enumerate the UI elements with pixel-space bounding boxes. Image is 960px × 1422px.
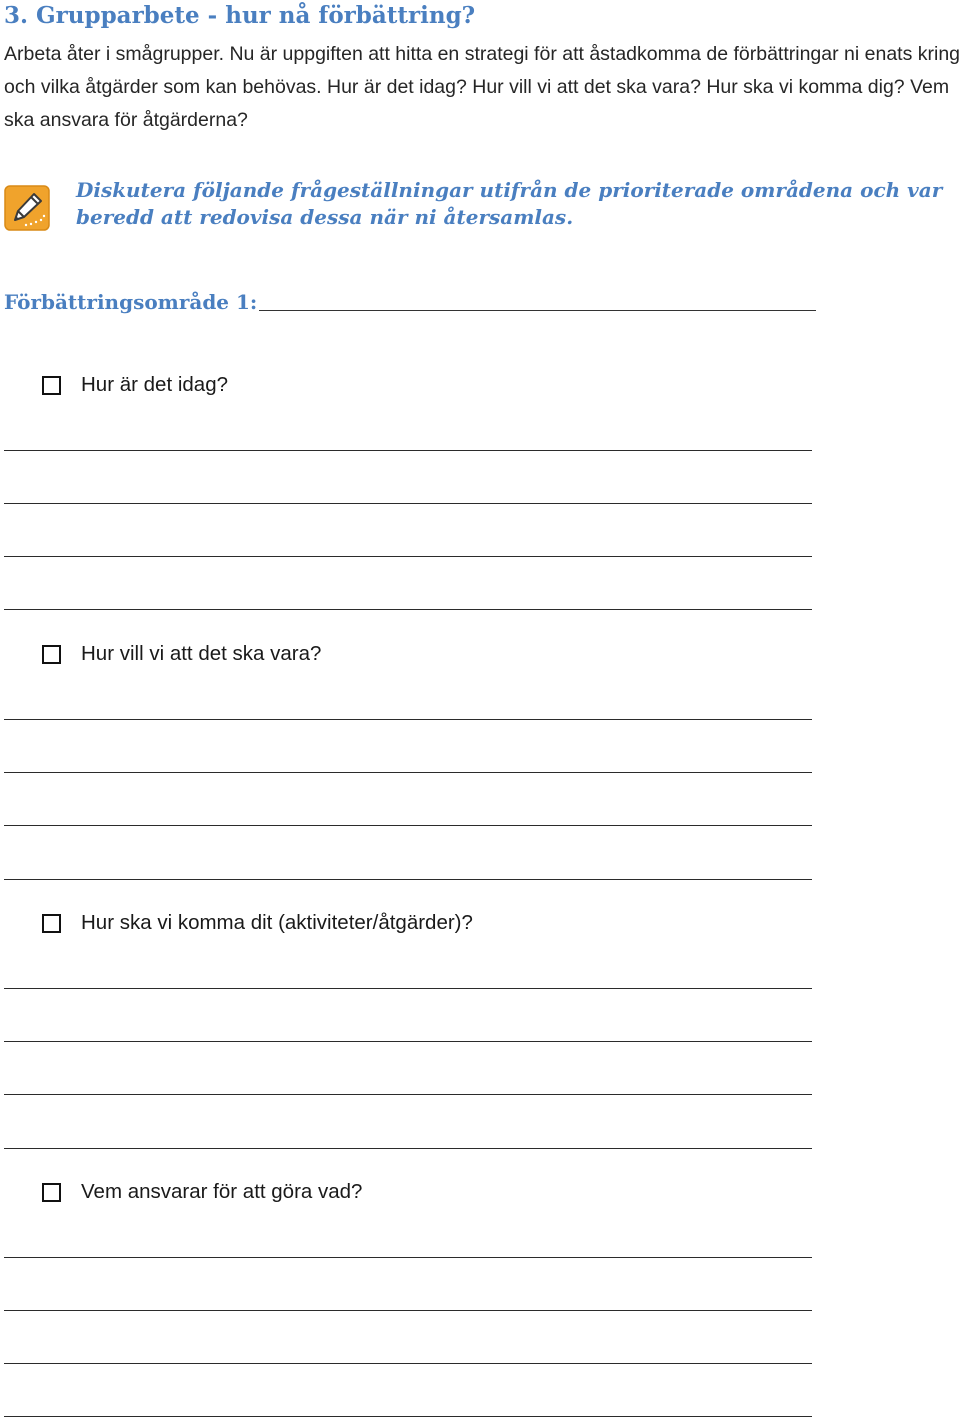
question-3-text: Hur ska vi komma dit (aktiviteter/åtgärder)? xyxy=(81,911,473,934)
checkbox[interactable] xyxy=(42,645,61,664)
answer-line[interactable] xyxy=(4,719,812,720)
answer-line[interactable] xyxy=(4,556,812,557)
answer-line[interactable] xyxy=(4,503,812,504)
checkbox[interactable] xyxy=(42,914,61,933)
answer-line[interactable] xyxy=(4,450,812,451)
answer-line[interactable] xyxy=(4,825,812,826)
answer-line[interactable] xyxy=(4,1310,812,1311)
question-1-text: Hur är det idag? xyxy=(81,373,229,396)
instruction-text: Diskutera följande frågeställningar utifrån de prioriterade områdena och var beredd att redovisa dessa när ni återsamlas. xyxy=(76,178,943,229)
answer-line[interactable] xyxy=(4,1094,812,1095)
answer-line[interactable] xyxy=(4,1041,812,1042)
answer-line[interactable] xyxy=(4,988,812,989)
improvement-area-label: Förbättringsområde 1: xyxy=(4,290,258,314)
answer-line[interactable] xyxy=(4,879,812,880)
improvement-area-row xyxy=(4,284,816,314)
intro-paragraph: Arbeta åter i smågrupper. Nu är uppgiften att hitta en strategi för att åstadkomma de förbättringar ni enats kring och vilka åtgärder som kan behövas. Hur är det idag? Hur vill vi att det ska vara? Hur ska vi komma dig? Vem ska ansvara för åtgärderna? xyxy=(4,43,960,131)
answer-line[interactable] xyxy=(4,1416,812,1417)
answer-line[interactable] xyxy=(4,772,812,773)
question-2-text: Hur vill vi att det ska vara? xyxy=(81,642,322,665)
checkbox[interactable] xyxy=(42,376,61,395)
question-2 xyxy=(42,640,321,668)
answer-line[interactable] xyxy=(4,609,812,610)
answer-line[interactable] xyxy=(4,1257,812,1258)
question-3 xyxy=(42,909,473,937)
improvement-area-field[interactable] xyxy=(259,309,816,311)
question-4-text: Vem ansvarar för att göra vad? xyxy=(81,1180,363,1203)
section-heading: 3. Grupparbete - hur nå förbättring? xyxy=(4,2,476,29)
answer-line[interactable] xyxy=(4,1363,812,1364)
pencil-note-icon xyxy=(4,185,50,231)
checkbox[interactable] xyxy=(42,1183,61,1202)
question-1 xyxy=(42,371,228,399)
question-4 xyxy=(42,1178,362,1206)
answer-line[interactable] xyxy=(4,1148,812,1149)
